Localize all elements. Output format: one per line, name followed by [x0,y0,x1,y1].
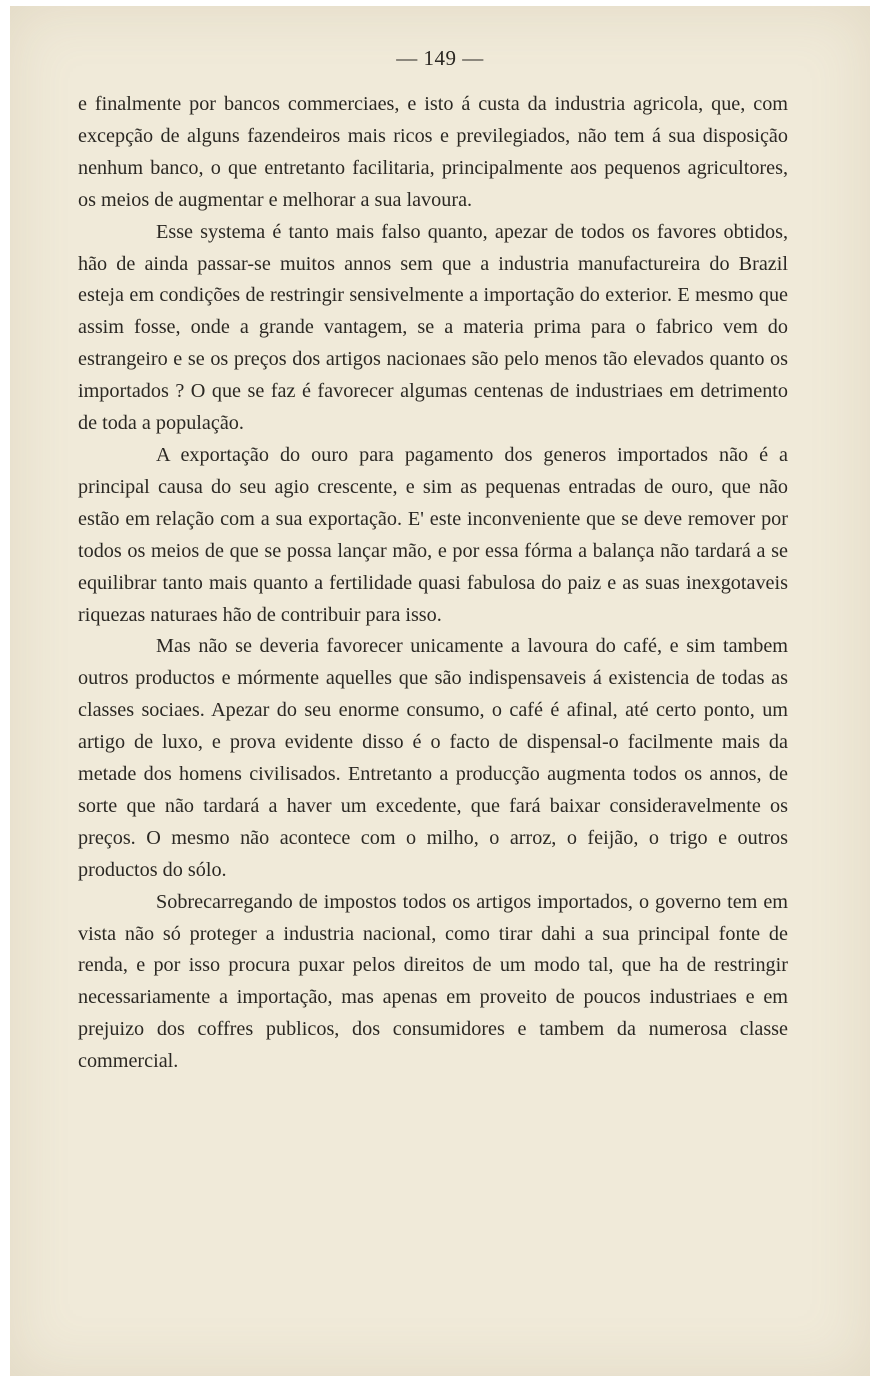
body-text [78,89,788,1078]
page-number: — 149 — [396,46,484,70]
paragraph-2: Esse systema é tanto mais falso quanto, apezar de todos os favores obtidos, hão de ainda passar-se muitos annos sem que a industria manufactureira do Brazil esteja em condições de restringir sensivelmente a importação do exterior. E mesmo que assim fosse, onde a grande vantagem, se a materia prima para o fabrico vem do estrangeiro e se os preços dos artigos nacionaes são pelo menos tão elevados quanto os importados ? O que se faz é favorecer algumas centenas de industriaes em detrimento de toda a população. [78,220,788,435]
paragraph-5: Sobrecarregando de impostos todos os artigos importados, o governo tem em vista não só proteger a industria nacional, como tirar dahi a sua principal fonte de renda, e por isso procura puxar pelos direitos de um modo tal, que ha de restringir necessariamente a importação, mas apenas em proveito de poucos industriaes e em prejuizo dos coffres publicos, dos consumidores e tambem da numerosa classe commercial. [78,890,788,1073]
book-page [10,6,870,1376]
paragraph-3: A exportação do ouro para pagamento dos generos importados não é a principal causa do seu agio crescente, e sim as pequenas entradas de ouro, que não estão em relação com a sua exportação. E' este inconveniente que se deve remover por todos os meios de que se possa lançar mão, e por essa fórma a balança não tardará a se equilibrar tanto mais quanto a fertilidade quasi fabulosa do paiz e as suas inexgotaveis riquezas naturaes hão de contribuir para isso. [78,443,788,626]
paragraph-4: Mas não se deveria favorecer unicamente a lavoura do café, e sim tambem outros productos e mórmente aquelles que são indispensaveis á existencia de todas as classes sociaes. Apezar do seu enorme consumo, o café é afinal, até certo ponto, um artigo de luxo, e prova evidente disso é o facto de dispensal-o facilmente mais da metade dos homens civilisados. Entretanto a producção augmenta todos os annos, de sorte que não tardará a haver um excedente, que fará baixar consideravelmente os preços. O mesmo não acontece com o milho, o arroz, o feijão, o trigo e outros productos do sólo. [78,635,788,881]
paragraph-1: e finalmente por bancos commerciaes, e isto á custa da industria agricola, que, com excepção de alguns fazendeiros mais ricos e previlegiados, não tem á sua disposição nenhum banco, o que entretanto facilitaria, principalmente aos pequenos agricultores, os meios de augmentar e melhorar a sua lavoura. [78,93,788,211]
